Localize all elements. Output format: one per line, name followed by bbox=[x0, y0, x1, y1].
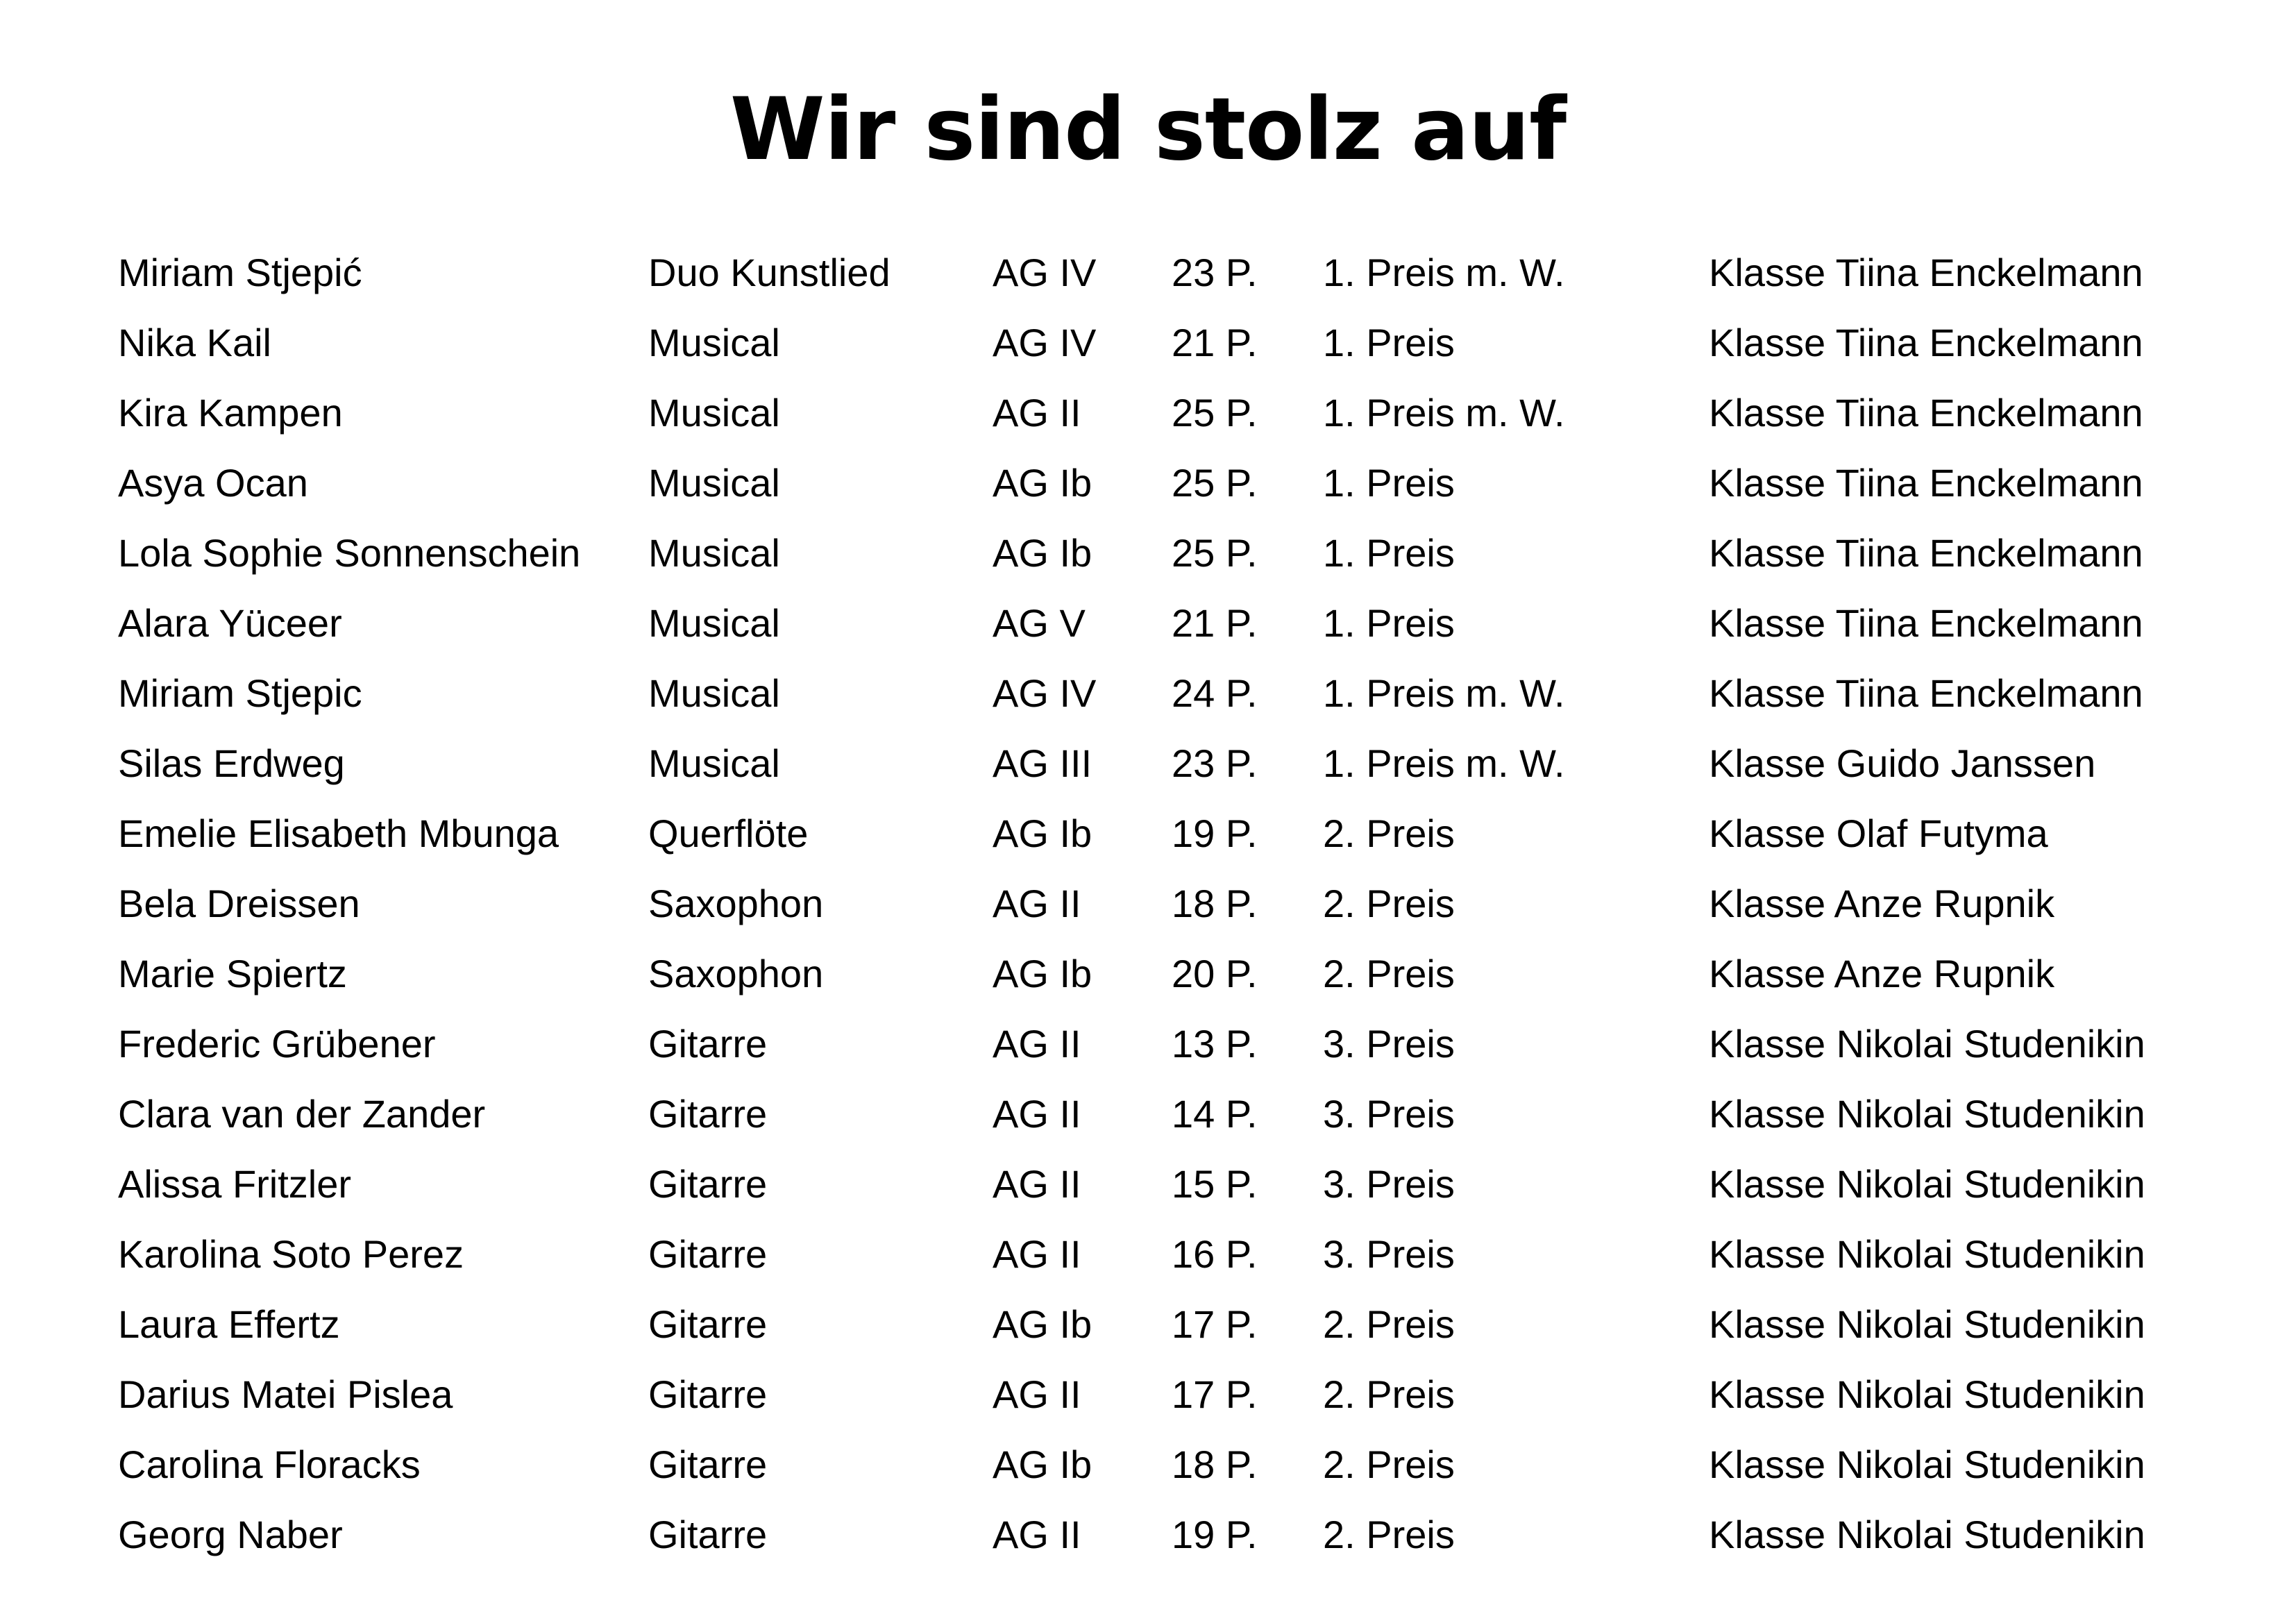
table-row bbox=[118, 939, 2200, 1009]
points-cell: 23 P. bbox=[1172, 741, 1258, 785]
points-cell: 16 P. bbox=[1172, 1232, 1258, 1276]
category-cell: Gitarre bbox=[648, 1092, 768, 1136]
age-group-cell: AG IV bbox=[993, 251, 1097, 294]
teacher-class-cell: Klasse Guido Janssen bbox=[1709, 741, 2096, 785]
table-row bbox=[118, 308, 2200, 378]
table-row bbox=[118, 658, 2200, 728]
participant-name-cell: Emelie Elisabeth Mbunga bbox=[118, 812, 559, 855]
teacher-class-cell: Klasse Nikolai Studenikin bbox=[1709, 1372, 2145, 1416]
points-cell: 17 P. bbox=[1172, 1372, 1258, 1416]
prize-cell: 2. Preis bbox=[1323, 1443, 1455, 1486]
participant-name-cell: Marie Spiertz bbox=[118, 952, 347, 995]
category-cell: Querflöte bbox=[648, 812, 809, 855]
prize-cell: 1. Preis bbox=[1323, 601, 1455, 645]
teacher-class-cell: Klasse Nikolai Studenikin bbox=[1709, 1443, 2145, 1486]
points-cell: 19 P. bbox=[1172, 1513, 1258, 1556]
age-group-cell: AG Ib bbox=[993, 1443, 1092, 1486]
teacher-class-cell: Klasse Nikolai Studenikin bbox=[1709, 1162, 2145, 1206]
age-group-cell: AG V bbox=[993, 601, 1086, 645]
prize-cell: 2. Preis bbox=[1323, 1372, 1455, 1416]
participant-name-cell: Carolina Floracks bbox=[118, 1443, 421, 1486]
teacher-class-cell: Klasse Tiina Enckelmann bbox=[1709, 461, 2143, 505]
age-group-cell: AG IV bbox=[993, 671, 1097, 715]
participant-name-cell: Karolina Soto Perez bbox=[118, 1232, 464, 1276]
category-cell: Musical bbox=[648, 391, 780, 435]
teacher-class-cell: Klasse Anze Rupnik bbox=[1709, 882, 2055, 925]
points-cell: 17 P. bbox=[1172, 1302, 1258, 1346]
table-row bbox=[118, 1149, 2200, 1219]
category-cell: Gitarre bbox=[648, 1513, 768, 1556]
points-cell: 20 P. bbox=[1172, 952, 1258, 995]
age-group-cell: AG Ib bbox=[993, 1302, 1092, 1346]
participant-name-cell: Laura Effertz bbox=[118, 1302, 340, 1346]
table-row bbox=[118, 1499, 2200, 1570]
prize-cell: 1. Preis bbox=[1323, 461, 1455, 505]
age-group-cell: AG II bbox=[993, 1022, 1081, 1066]
participant-name-cell: Alara Yüceer bbox=[118, 601, 342, 645]
table-row bbox=[118, 1359, 2200, 1429]
teacher-class-cell: Klasse Nikolai Studenikin bbox=[1709, 1232, 2145, 1276]
prize-cell: 2. Preis bbox=[1323, 1513, 1455, 1556]
table-row bbox=[118, 1429, 2200, 1499]
points-cell: 14 P. bbox=[1172, 1092, 1258, 1136]
prize-cell: 1. Preis m. W. bbox=[1323, 671, 1565, 715]
participant-name-cell: Asya Ocan bbox=[118, 461, 308, 505]
participant-name-cell: Kira Kampen bbox=[118, 391, 343, 435]
category-cell: Gitarre bbox=[648, 1302, 768, 1346]
prize-cell: 3. Preis bbox=[1323, 1092, 1455, 1136]
participant-name-cell: Nika Kail bbox=[118, 321, 271, 364]
teacher-class-cell: Klasse Tiina Enckelmann bbox=[1709, 321, 2143, 364]
participant-name-cell: Alissa Fritzler bbox=[118, 1162, 352, 1206]
points-cell: 15 P. bbox=[1172, 1162, 1258, 1206]
age-group-cell: AG Ib bbox=[993, 812, 1092, 855]
points-cell: 25 P. bbox=[1172, 461, 1258, 505]
points-cell: 18 P. bbox=[1172, 882, 1258, 925]
prize-cell: 1. Preis m. W. bbox=[1323, 391, 1565, 435]
participant-name-cell: Frederic Grübener bbox=[118, 1022, 436, 1066]
prize-cell: 2. Preis bbox=[1323, 1302, 1455, 1346]
teacher-class-cell: Klasse Tiina Enckelmann bbox=[1709, 251, 2143, 294]
prize-cell: 1. Preis bbox=[1323, 531, 1455, 575]
age-group-cell: AG II bbox=[993, 1513, 1081, 1556]
category-cell: Musical bbox=[648, 461, 780, 505]
category-cell: Gitarre bbox=[648, 1162, 768, 1206]
age-group-cell: AG II bbox=[993, 1092, 1081, 1136]
participant-name-cell: Bela Dreissen bbox=[118, 882, 360, 925]
prize-cell: 1. Preis m. W. bbox=[1323, 741, 1565, 785]
participant-name-cell: Georg Naber bbox=[118, 1513, 343, 1556]
prize-cell: 1. Preis bbox=[1323, 321, 1455, 364]
teacher-class-cell: Klasse Tiina Enckelmann bbox=[1709, 391, 2143, 435]
age-group-cell: AG II bbox=[993, 1232, 1081, 1276]
teacher-class-cell: Klasse Tiina Enckelmann bbox=[1709, 531, 2143, 575]
category-cell: Musical bbox=[648, 741, 780, 785]
points-cell: 23 P. bbox=[1172, 251, 1258, 294]
points-cell: 13 P. bbox=[1172, 1022, 1258, 1066]
teacher-class-cell: Klasse Nikolai Studenikin bbox=[1709, 1092, 2145, 1136]
prize-cell: 1. Preis m. W. bbox=[1323, 251, 1565, 294]
age-group-cell: AG IV bbox=[993, 321, 1097, 364]
category-cell: Gitarre bbox=[648, 1022, 768, 1066]
category-cell: Duo Kunstlied bbox=[648, 251, 890, 294]
age-group-cell: AG Ib bbox=[993, 952, 1092, 995]
points-cell: 25 P. bbox=[1172, 531, 1258, 575]
table-row bbox=[118, 448, 2200, 518]
participant-name-cell: Clara van der Zander bbox=[118, 1092, 486, 1136]
prize-cell: 2. Preis bbox=[1323, 882, 1455, 925]
table-row bbox=[118, 378, 2200, 448]
table-row bbox=[118, 1079, 2200, 1149]
category-cell: Musical bbox=[648, 671, 780, 715]
table-row bbox=[118, 237, 2200, 308]
table-row bbox=[118, 1289, 2200, 1359]
teacher-class-cell: Klasse Nikolai Studenikin bbox=[1709, 1513, 2145, 1556]
age-group-cell: AG III bbox=[993, 741, 1092, 785]
points-cell: 24 P. bbox=[1172, 671, 1258, 715]
points-cell: 21 P. bbox=[1172, 601, 1258, 645]
teacher-class-cell: Klasse Olaf Futyma bbox=[1709, 812, 2048, 855]
points-cell: 19 P. bbox=[1172, 812, 1258, 855]
age-group-cell: AG Ib bbox=[993, 531, 1092, 575]
results-body bbox=[118, 237, 2200, 1570]
age-group-cell: AG II bbox=[993, 391, 1081, 435]
table-row bbox=[118, 588, 2200, 658]
participant-name-cell: Silas Erdweg bbox=[118, 741, 345, 785]
teacher-class-cell: Klasse Nikolai Studenikin bbox=[1709, 1022, 2145, 1066]
table-row bbox=[118, 798, 2200, 868]
teacher-class-cell: Klasse Anze Rupnik bbox=[1709, 952, 2055, 995]
points-cell: 21 P. bbox=[1172, 321, 1258, 364]
category-cell: Musical bbox=[648, 531, 780, 575]
category-cell: Gitarre bbox=[648, 1443, 768, 1486]
teacher-class-cell: Klasse Tiina Enckelmann bbox=[1709, 671, 2143, 715]
prize-cell: 3. Preis bbox=[1323, 1162, 1455, 1206]
category-cell: Musical bbox=[648, 601, 780, 645]
category-cell: Musical bbox=[648, 321, 780, 364]
participant-name-cell: Lola Sophie Sonnenschein bbox=[118, 531, 581, 575]
category-cell: Gitarre bbox=[648, 1372, 768, 1416]
teacher-class-cell: Klasse Nikolai Studenikin bbox=[1709, 1302, 2145, 1346]
age-group-cell: AG Ib bbox=[993, 461, 1092, 505]
prize-cell: 2. Preis bbox=[1323, 952, 1455, 995]
age-group-cell: AG II bbox=[993, 1162, 1081, 1206]
table-row bbox=[118, 728, 2200, 798]
category-cell: Gitarre bbox=[648, 1232, 768, 1276]
results-table bbox=[118, 237, 2200, 1570]
table-row bbox=[118, 518, 2200, 588]
teacher-class-cell: Klasse Tiina Enckelmann bbox=[1709, 601, 2143, 645]
prize-cell: 3. Preis bbox=[1323, 1022, 1455, 1066]
age-group-cell: AG II bbox=[993, 1372, 1081, 1416]
table-row bbox=[118, 1219, 2200, 1289]
age-group-cell: AG II bbox=[993, 882, 1081, 925]
category-cell: Saxophon bbox=[648, 952, 824, 995]
category-cell: Saxophon bbox=[648, 882, 824, 925]
table-row bbox=[118, 868, 2200, 939]
points-cell: 18 P. bbox=[1172, 1443, 1258, 1486]
prize-cell: 3. Preis bbox=[1323, 1232, 1455, 1276]
table-row bbox=[118, 1009, 2200, 1079]
page-title: Wir sind stolz auf bbox=[729, 80, 1567, 180]
participant-name-cell: Darius Matei Pislea bbox=[118, 1372, 453, 1416]
prize-cell: 2. Preis bbox=[1323, 812, 1455, 855]
participant-name-cell: Miriam Stjepic bbox=[118, 671, 362, 715]
participant-name-cell: Miriam Stjepić bbox=[118, 251, 362, 294]
points-cell: 25 P. bbox=[1172, 391, 1258, 435]
